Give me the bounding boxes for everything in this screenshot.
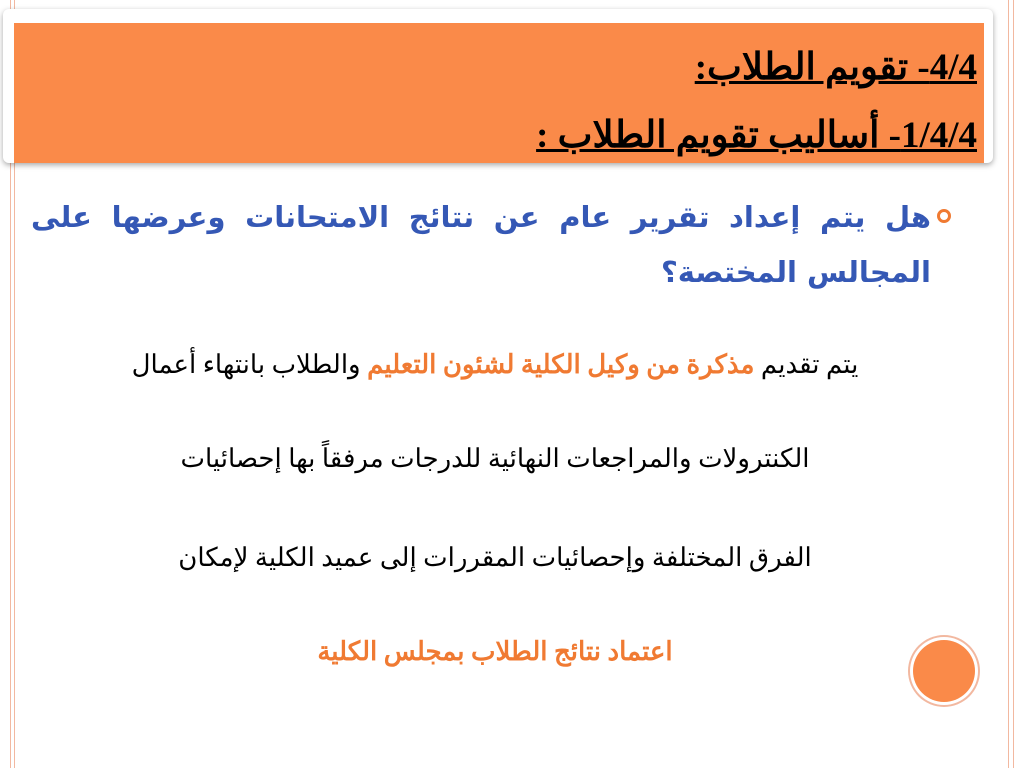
body-line-1-start: يتم تقديم [754, 350, 859, 379]
bullet-icon [937, 209, 951, 223]
body-line-4: اعتماد نتائج الطلاب بمجلس الكلية [317, 637, 673, 666]
body-line-1-end: والطلاب بانتهاء أعمال [131, 350, 368, 379]
body-line-2: الكنترولات والمراجعات النهائية للدرجات مرفقاً بها إحصائيات [180, 444, 810, 473]
body-line-3: الفرق المختلفة وإحصائيات المقررات إلى عميد الكلية لإمكان [178, 543, 812, 572]
right-border-line-outer [1013, 0, 1014, 768]
title-line-1: 4/4- تقويم الطلاب: [694, 47, 977, 88]
body-highlight: مذكرة من وكيل الكلية لشئون التعليم [367, 350, 755, 379]
question-text: هل يتم إعداد تقرير عام عن نتائج الامتحانات وعرضها على المجالس المختصة؟ [31, 200, 931, 289]
title-line-2: 1/4/4- أساليب تقويم الطلاب : [536, 115, 977, 156]
decorative-circle-icon [913, 640, 975, 702]
title-banner [14, 23, 984, 163]
title-frame [3, 9, 993, 163]
body-line-1 [20, 350, 970, 380]
right-border-line [1008, 0, 1009, 768]
